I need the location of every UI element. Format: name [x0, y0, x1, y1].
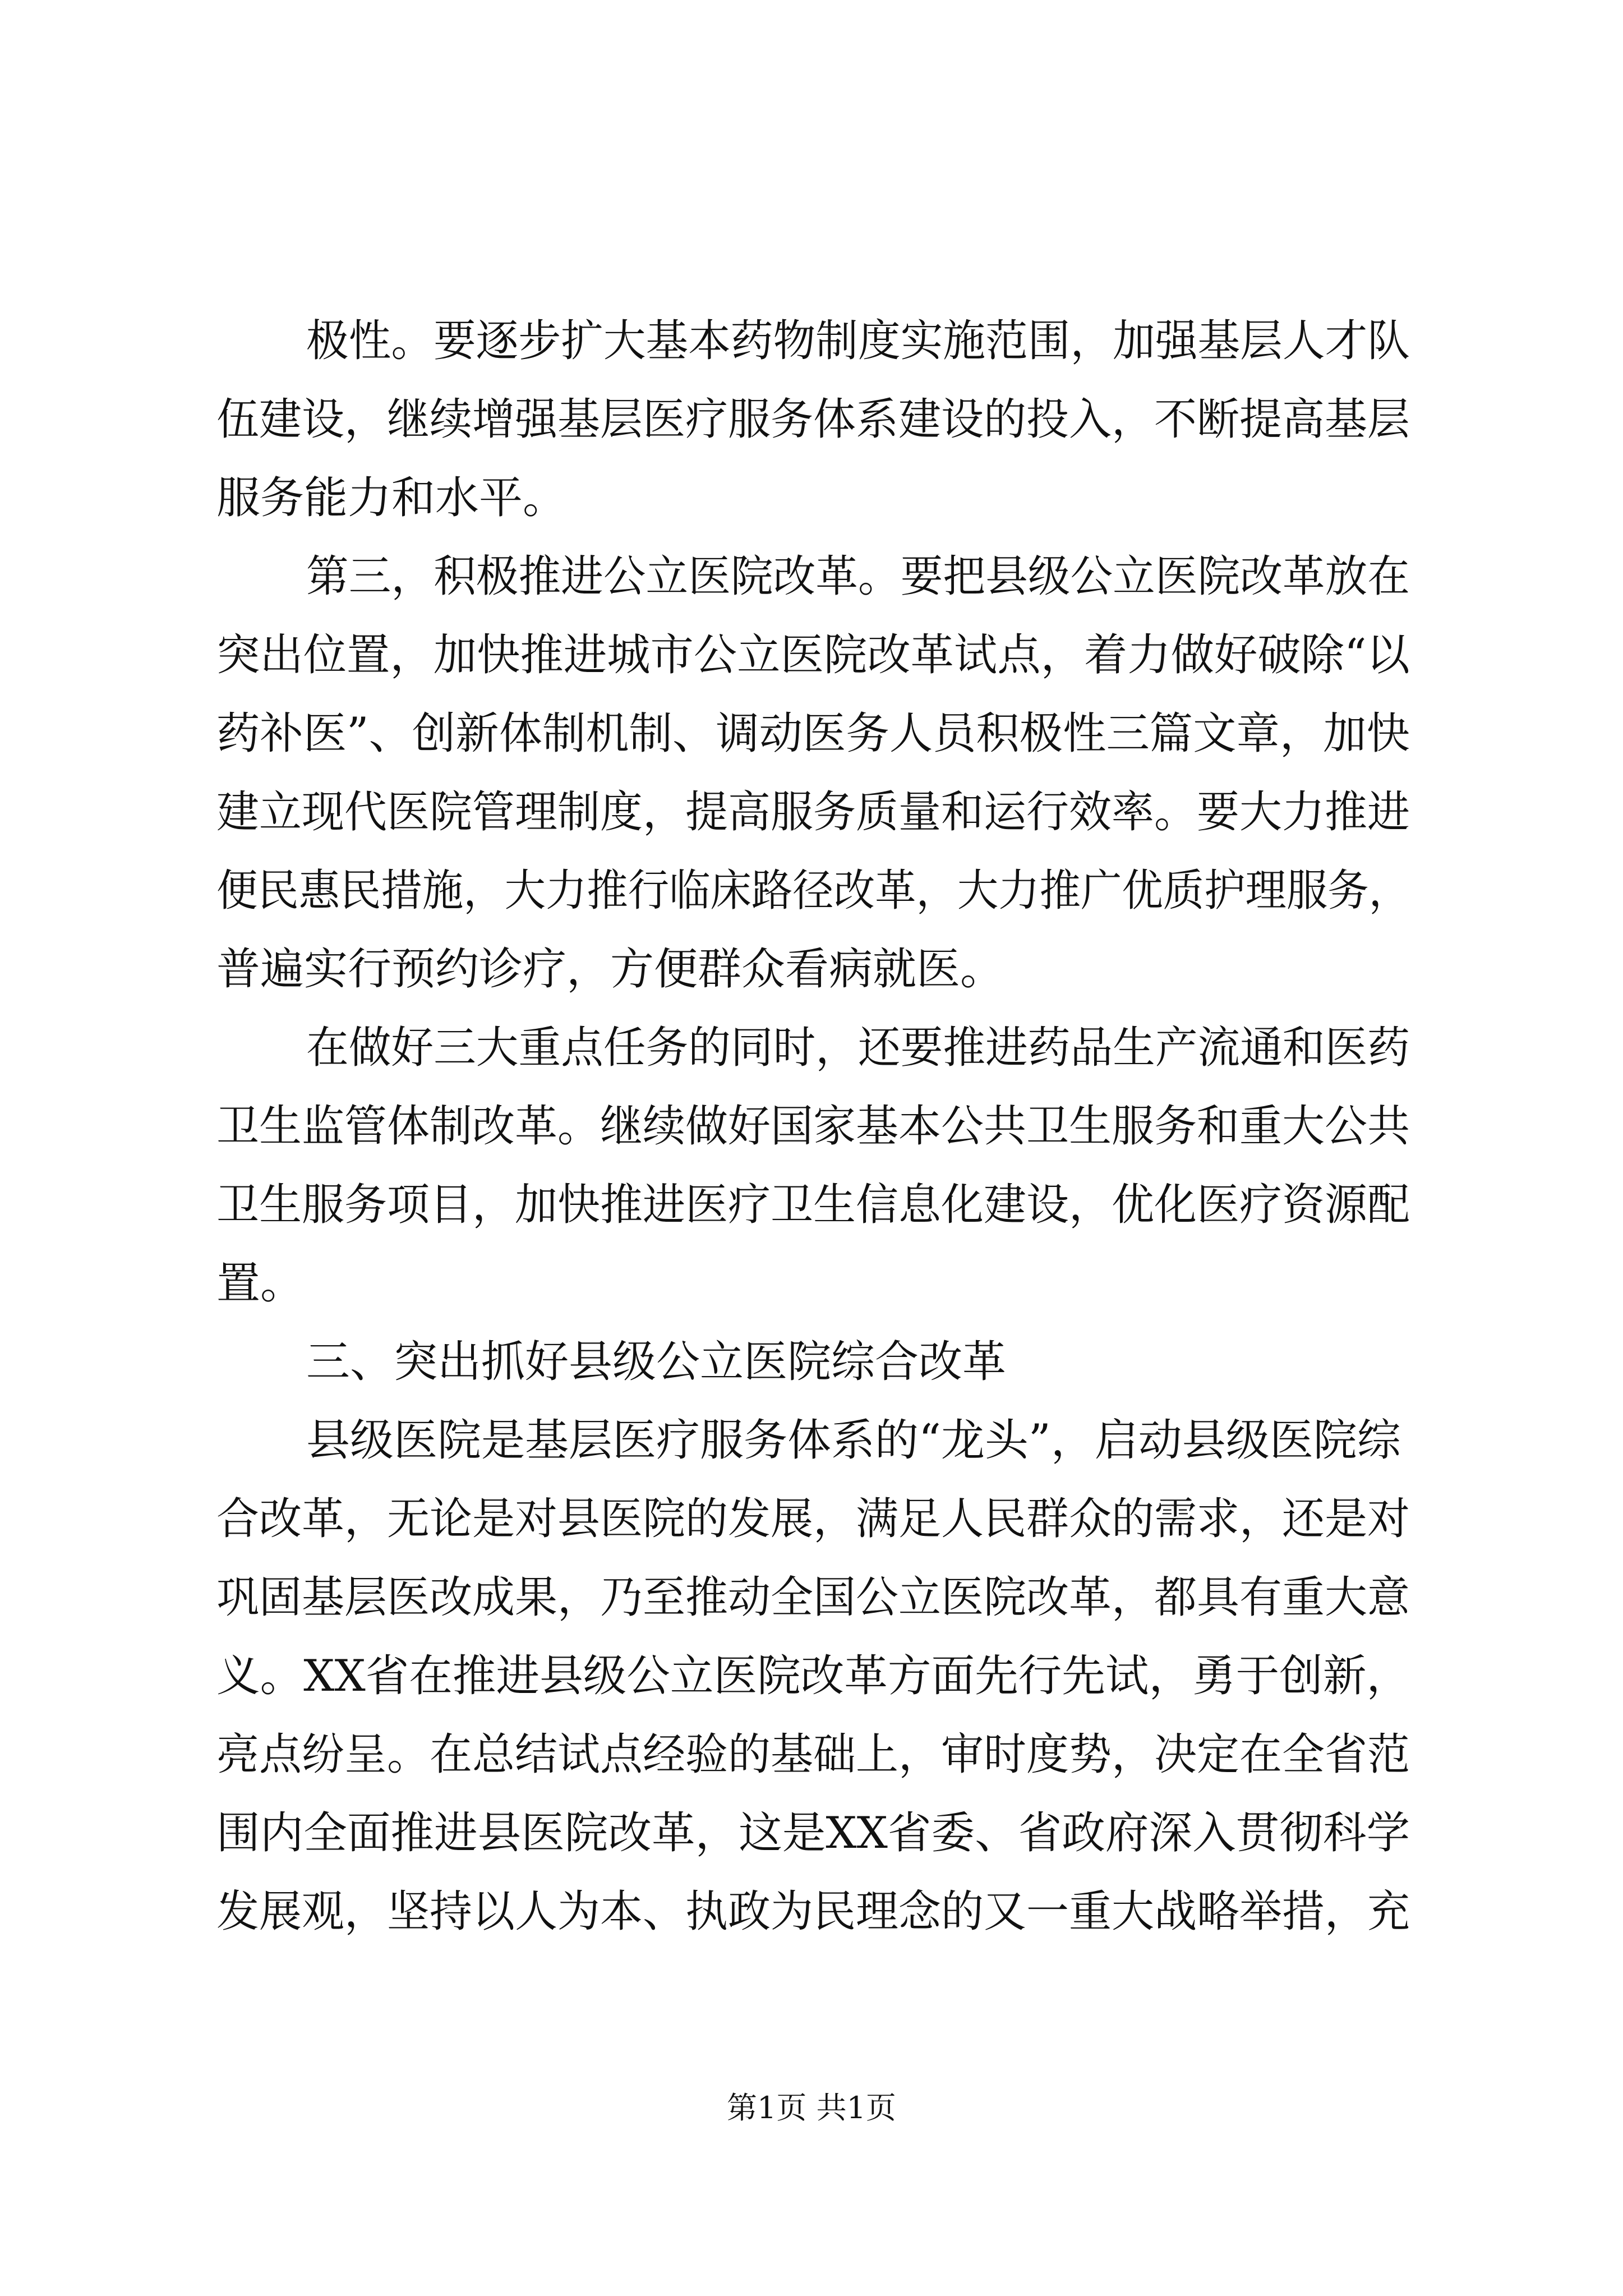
body-line: 围内全面推进县医院改革，这是XX省委、省政府深入贯彻科学 — [216, 1808, 1410, 1858]
section-heading: 三、突出抓好县级公立医院综合改革 — [306, 1337, 1007, 1387]
body-line: 卫生服务项目，加快推进医疗卫生信息化建设，优化医疗资源配 — [216, 1180, 1410, 1230]
body-line: 普遍实行预约诊疗，方便群众看病就医。 — [216, 944, 1004, 995]
body-line: 药补医”、创新体制机制、调动医务人员积极性三篇文章，加快 — [216, 708, 1410, 759]
body-line: 极性。要逐步扩大基本药物制度实施范围，加强基层人才队 — [306, 316, 1410, 366]
body-line: 建立现代医院管理制度，提高服务质量和运行效率。要大力推进 — [216, 787, 1410, 838]
body-line: 便民惠民措施，大力推行临床路径改革，大力推广优质护理服务， — [216, 866, 1410, 916]
body-line: 突出位置，加快推进城市公立医院改革试点，着力做好破除“以 — [216, 630, 1410, 680]
body-line: 置。 — [216, 1258, 305, 1309]
body-line: 巩固基层医改成果，乃至推动全国公立医院改革，都具有重大意 — [216, 1572, 1410, 1623]
body-line: 第三，积极推进公立医院改革。要把县级公立医院改革放在 — [306, 551, 1410, 602]
body-line: 发展观，坚持以人为本、执政为民理念的又一重大战略举措，充 — [216, 1887, 1410, 1937]
body-line: 义。XX省在推进县级公立医院改革方面先行先试，勇于创新， — [216, 1651, 1410, 1701]
page-number-footer: 第1页 共1页 — [727, 2090, 896, 2125]
body-line: 县级医院是基层医疗服务体系的“龙头”，启动县级医院综 — [306, 1415, 1401, 1466]
body-line: 服务能力和水平。 — [216, 473, 567, 523]
body-line: 卫生监管体制改革。继续做好国家基本公共卫生服务和重大公共 — [216, 1101, 1410, 1152]
body-line: 合改革，无论是对县医院的发展，满足人民群众的需求，还是对 — [216, 1494, 1410, 1544]
body-line: 亮点纷呈。在总结试点经验的基础上，审时度势，决定在全省范 — [216, 1729, 1410, 1780]
body-line: 伍建设，继续增强基层医疗服务体系建设的投入，不断提高基层 — [216, 394, 1410, 445]
body-line: 在做好三大重点任务的同时，还要推进药品生产流通和医药 — [306, 1023, 1410, 1073]
